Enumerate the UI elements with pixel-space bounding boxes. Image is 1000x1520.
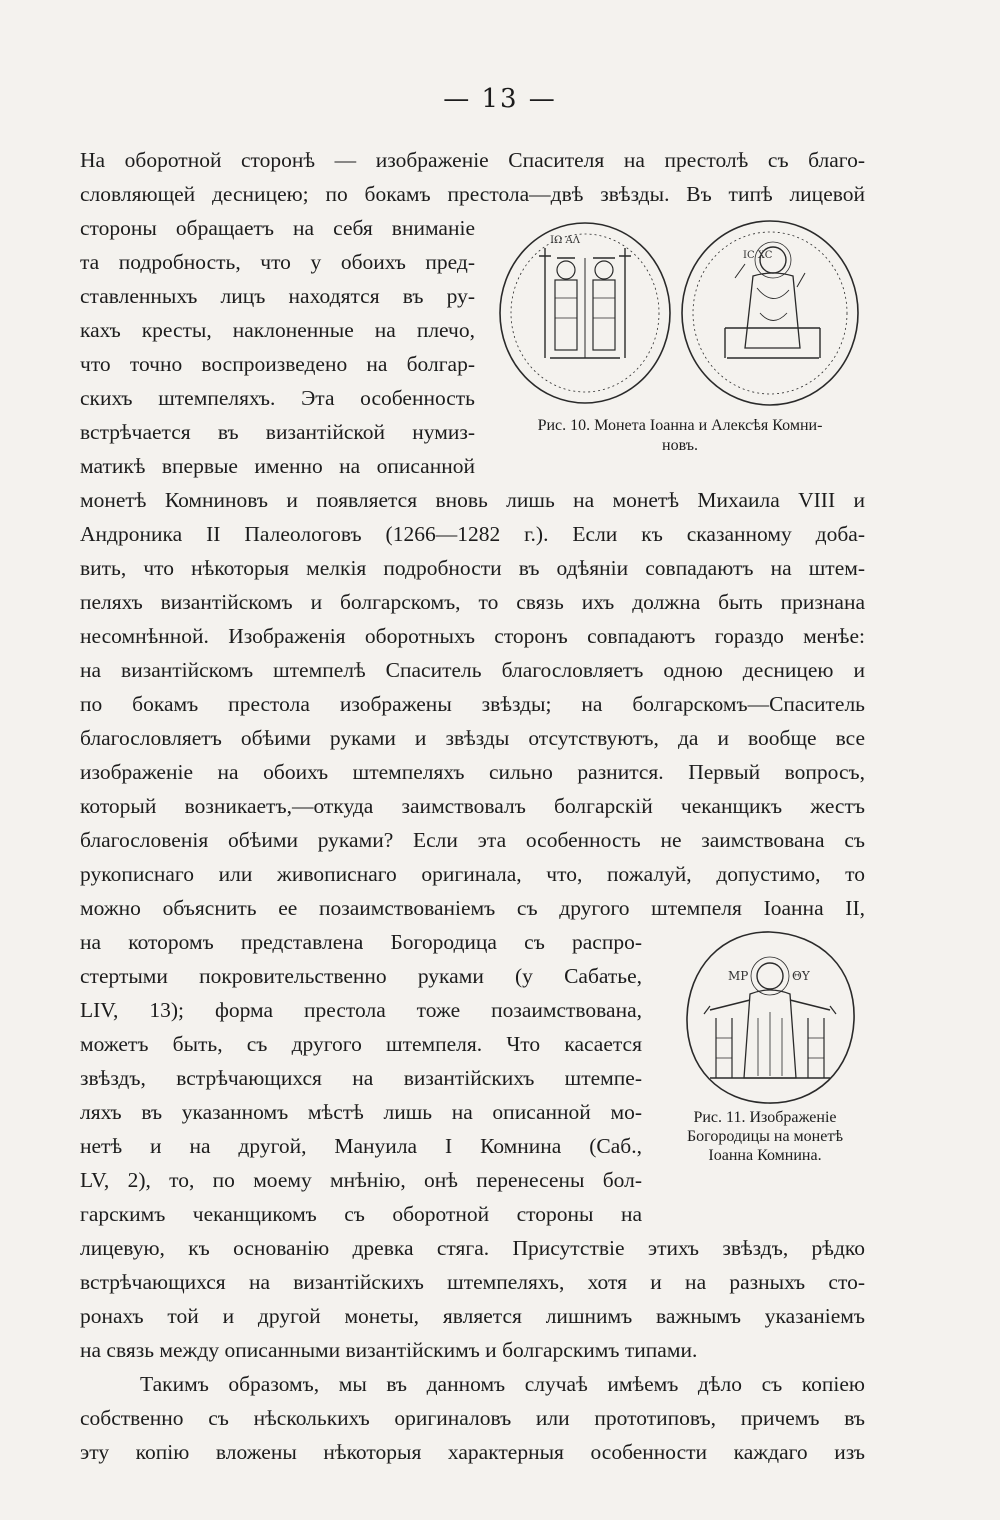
text-line: пеляхъ византійскомъ и болгарскомъ, то связь ихъ должна быть признана — [80, 590, 865, 614]
text-line: ляхъ въ указанномъ мѣстѣ лишь на описанной мо- — [80, 1100, 642, 1124]
text-line: На оборотной сторонѣ — изображеніе Спасителя на престолѣ съ благо- — [80, 148, 865, 172]
coin-left-inscription: ΙΩ ΑΛ — [550, 235, 580, 246]
text-line: стороны обращаетъ на себя вниманіе — [80, 216, 475, 240]
coin-reverse-illustration — [682, 221, 858, 405]
text-line: монетѣ Комниновъ и появляется вновь лишь на монетѣ Михаила VIII и — [80, 488, 865, 512]
text-line: кахъ кресты, наклоненные на плечо, — [80, 318, 475, 342]
figure-10-caption-line1: Рис. 10. Монета Іоанна и Алексѣя Комни- — [537, 417, 823, 434]
text-line: гарскимъ чеканщикомъ съ оборотной стороны на — [80, 1202, 642, 1226]
text-line: звѣздъ, встрѣчающихся на византійскихъ штемпе- — [80, 1066, 642, 1090]
figure-10-coins — [495, 218, 865, 408]
figure-11-caption-line2: Богородицы на монетѣ — [686, 1128, 844, 1145]
text-line: эту копію вложены нѣкоторыя характерныя особенности каждаго изъ — [80, 1440, 865, 1464]
text-line: лицевую, къ основанію древка стяга. Присутствіе этихъ звѣздъ, рѣдко — [80, 1236, 865, 1260]
paragraph-first-line: Такимъ образомъ, мы въ данномъ случаѣ имѣемъ дѣло съ копіею — [140, 1372, 865, 1396]
text-line: по бокамъ престола изображены звѣзды; на болгарскомъ—Спаситель — [80, 692, 865, 716]
text-line: та подробность, что у обоихъ пред- — [80, 250, 475, 274]
text-line: ронахъ той и другой монеты, является лишнимъ важнымъ указаніемъ — [80, 1304, 865, 1328]
text-line: изображеніе на обоихъ штемпеляхъ сильно разнится. Первый вопросъ, — [80, 760, 865, 784]
text-line: встрѣчается въ византійской нумиз- — [80, 420, 475, 444]
text-line: рукописнаго или живописнаго оригинала, что, пожалуй, допустимо, то — [80, 862, 865, 886]
text-line: скихъ штемпеляхъ. Эта особенность — [80, 386, 475, 410]
text-line: собственно съ нѣсколькихъ оригиналовъ или прототиповъ, причемъ въ — [80, 1406, 865, 1430]
text-line: на византійскомъ штемпелѣ Спаситель благословляетъ одною десницею и — [80, 658, 865, 682]
text-line: ставленныхъ лицъ находятся въ ру- — [80, 284, 475, 308]
text-line: на связь между описанными византійскимъ и болгарскимъ типами. — [80, 1338, 698, 1362]
text-line: словляющей десницею; по бокамъ престола—двѣ звѣзды. Въ типѣ лицевой — [80, 182, 865, 206]
text-line: LIV, 13); форма престола тоже позаимствована, — [80, 998, 642, 1022]
text-line: стертыми покровительственно руками (у Сабатье, — [80, 964, 642, 988]
text-line: нетѣ и на другой, Мануила I Комнина (Саб., — [80, 1134, 642, 1158]
coin-inscription-right: ΘΥ — [792, 969, 810, 983]
text-line: несомнѣнной. Изображенія оборотныхъ сторонъ совпадаютъ гораздо менѣе: — [80, 624, 865, 648]
figure-10-caption-line2: новъ. — [662, 437, 698, 454]
text-line: благословляетъ обѣими руками и звѣзды отсутствуютъ, да и вообще все — [80, 726, 865, 750]
text-line: встрѣчающихся на византійскихъ штемпеляхъ, хотя и на разныхъ сто- — [80, 1270, 865, 1294]
text-line: который возникаетъ,—откуда заимствовалъ болгарскій чеканщикъ жестъ — [80, 794, 865, 818]
figure-11-caption-line3: Іоанна Комнина. — [708, 1147, 822, 1164]
figure-11-coin — [680, 928, 860, 1108]
text-line: на которомъ представлена Богородица съ распро- — [80, 930, 642, 954]
page-number: — 13 — — [443, 84, 557, 114]
text-line: благословенія обѣими руками? Если эта особенность не заимствована съ — [80, 828, 865, 852]
coin-obverse-illustration — [500, 223, 670, 403]
coin-right-inscription: IC XC — [743, 250, 773, 261]
text-line: Андроника II Палеологовъ (1266—1282 г.). Если къ сказанному доба- — [80, 522, 865, 546]
text-line: LV, 2), то, по моему мнѣнію, онѣ перенесены бол- — [80, 1168, 642, 1192]
coin-inscription-left: ΜΡ — [728, 969, 749, 983]
text-line: вить, что нѣкоторыя мелкія подробности въ одѣяніи совпадаютъ на штем- — [80, 556, 865, 580]
text-line: что точно воспроизведено на болгар- — [80, 352, 475, 376]
text-line: матикѣ впервые именно на описанной — [80, 454, 475, 478]
coin-virgin-illustration — [687, 932, 854, 1103]
text-line: можно объяснить ее позаимствованіемъ съ другого штемпеля Іоанна II, — [80, 896, 865, 920]
figure-11-caption-line1: Рис. 11. Изображеніе — [693, 1109, 837, 1126]
text-line: можетъ быть, съ другого штемпеля. Что касается — [80, 1032, 642, 1056]
